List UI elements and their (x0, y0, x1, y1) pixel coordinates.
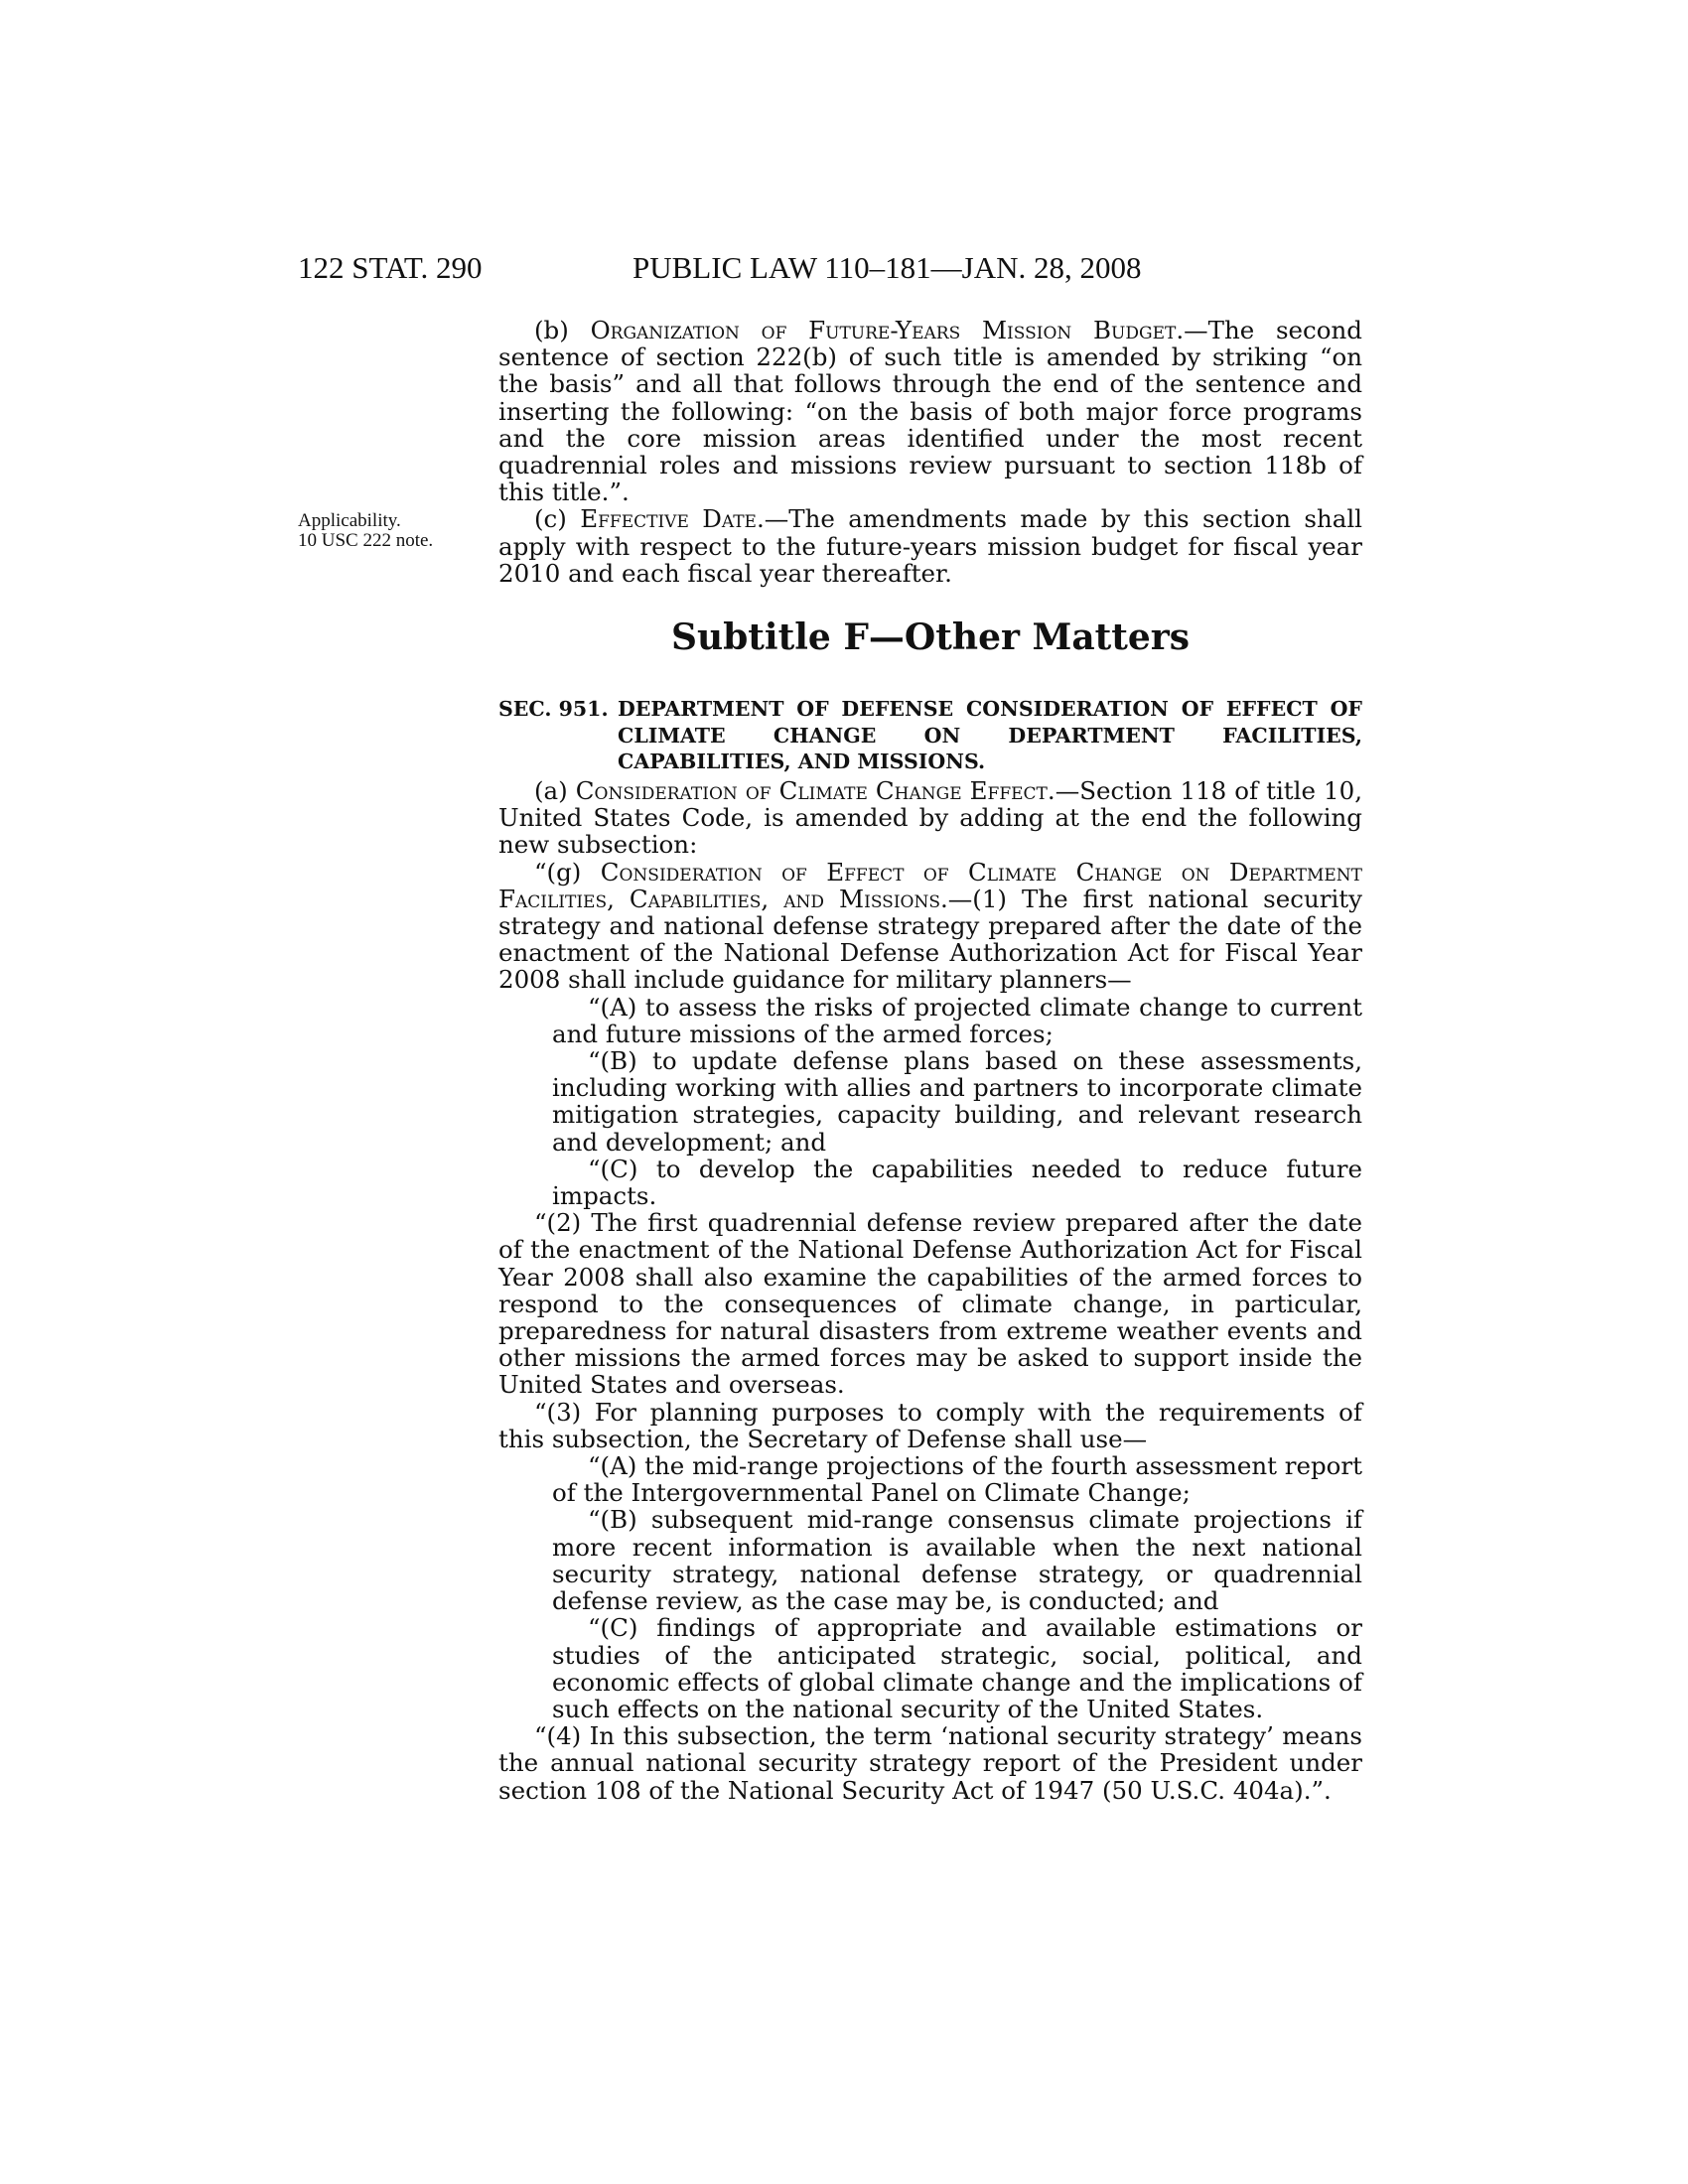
subsection-g (498, 859, 1362, 994)
paragraph-3-item-b: “(B) subsequent mid-range consensus climate projections if more recent information is available when the next national security strategy, national defense strategy, or quadrennial defense review, as the case may be, is conducted; and (552, 1505, 1362, 1616)
paragraph-3: “(3) For planning purposes to comply with the requirements of this subsection, the Secretary of Defense shall use— (498, 1397, 1362, 1453)
subsection-a (498, 777, 1362, 859)
subsection-a-label: (a) (534, 776, 568, 805)
section-heading (498, 696, 1362, 775)
paragraph-1-item-c: “(C) to develop the capabilities needed to reduce future impacts. (552, 1154, 1362, 1211)
section-951-body (498, 777, 1362, 1804)
paragraph-3-item-a: “(A) the mid-range projections of the fourth assessment report of the Intergovernmental Panel on Climate Change; (552, 1451, 1362, 1508)
subsection-g-label: “(g) (534, 857, 582, 887)
running-header (298, 250, 1211, 286)
paragraph-4: “(4) In this subsection, the term ‘national security strategy’ means the annual national security strategy report of the President under section 108 of the National Security Act of 1947 (50 U.S.C. 404a).”. (498, 1721, 1362, 1805)
section-number: SEC. 951. (498, 697, 609, 721)
margin-note-citation: 10 USC 222 note. (298, 530, 434, 551)
margin-note-applicability: Applicability. (298, 510, 401, 531)
subsection-c-heading: Effective Date. (580, 504, 765, 534)
subsection-c-text: —The amendments made by this section shall apply with respect to the future-years mission budget for fiscal year 2010 and each fiscal year thereafter. (498, 504, 1362, 588)
subsection-g-heading: Consideration of Effect of Climate Change on Department Facilities, Capabilities, and Missions. (498, 857, 1362, 913)
subsection-b-heading: Organization of Future-Years Mission Budget. (590, 316, 1185, 344)
paragraph-3-item-c: “(C) findings of appropriate and available estimations or studies of the anticipated strategic, social, political, and economic effects of global climate change and the implications of such effects on the national security of the United States. (552, 1613, 1362, 1723)
public-law-reference: PUBLIC LAW 110–181—JAN. 28, 2008 (633, 250, 1142, 285)
subsection-b-text: —The second sentence of section 222(b) of such title is amended by striking “on the basis” and all that follows through the end of the sentence and inserting the following: “on the basis of both major force programs and the core mission areas identified under the most recent quadrennial roles and missions review pursuant to section 118b of this title.”. (498, 316, 1362, 507)
paragraph-2: “(2) The first quadrennial defense review prepared after the date of the enactment of the National Defense Authorization Act for Fiscal Year 2008 shall also examine the capabilities of the armed forces to respond to the consequences of climate change, in particular, preparedness for natural disasters from extreme weather events and other missions the armed forces may be asked to support inside the United States and overseas. (498, 1208, 1362, 1400)
subsection-b-label: (b) (534, 316, 569, 344)
paragraph-1-item-a: “(A) to assess the risks of projected climate change to current and future missions of the armed forces; (552, 992, 1362, 1048)
margin-note (298, 511, 467, 551)
subsection-c-label: (c) (534, 504, 567, 534)
subsection-g-text: —(1) The first national security strategy and national defense strategy prepared after the date of the enactment of the National Defense Authorization Act for Fiscal Year 2008 shall include guidance for military planners— (498, 884, 1362, 995)
subtitle-heading: Subtitle F—Other Matters (670, 616, 1191, 658)
subsection-b (498, 317, 1362, 505)
statute-page-reference: 122 STAT. 290 (298, 250, 483, 285)
section-title: DEPARTMENT OF DEFENSE CONSIDERATION OF EFFECT OF CLIMATE CHANGE ON DEPARTMENT FACILITIES, CAPABILITIES, AND MISSIONS. (618, 697, 1362, 773)
subsection-a-text: —Section 118 of title 10, United States Code, is amended by adding at the end the following new subsection: (498, 776, 1363, 860)
subsection-c (498, 505, 1362, 587)
subsection-a-heading: Consideration of Climate Change Effect. (575, 776, 1055, 805)
paragraph-1-item-b: “(B) to update defense plans based on these assessments, including working with allies and partners to incorporate climate mitigation strategies, capacity building, and relevant research and development; and (552, 1046, 1362, 1157)
subsections-b-c (498, 317, 1362, 587)
